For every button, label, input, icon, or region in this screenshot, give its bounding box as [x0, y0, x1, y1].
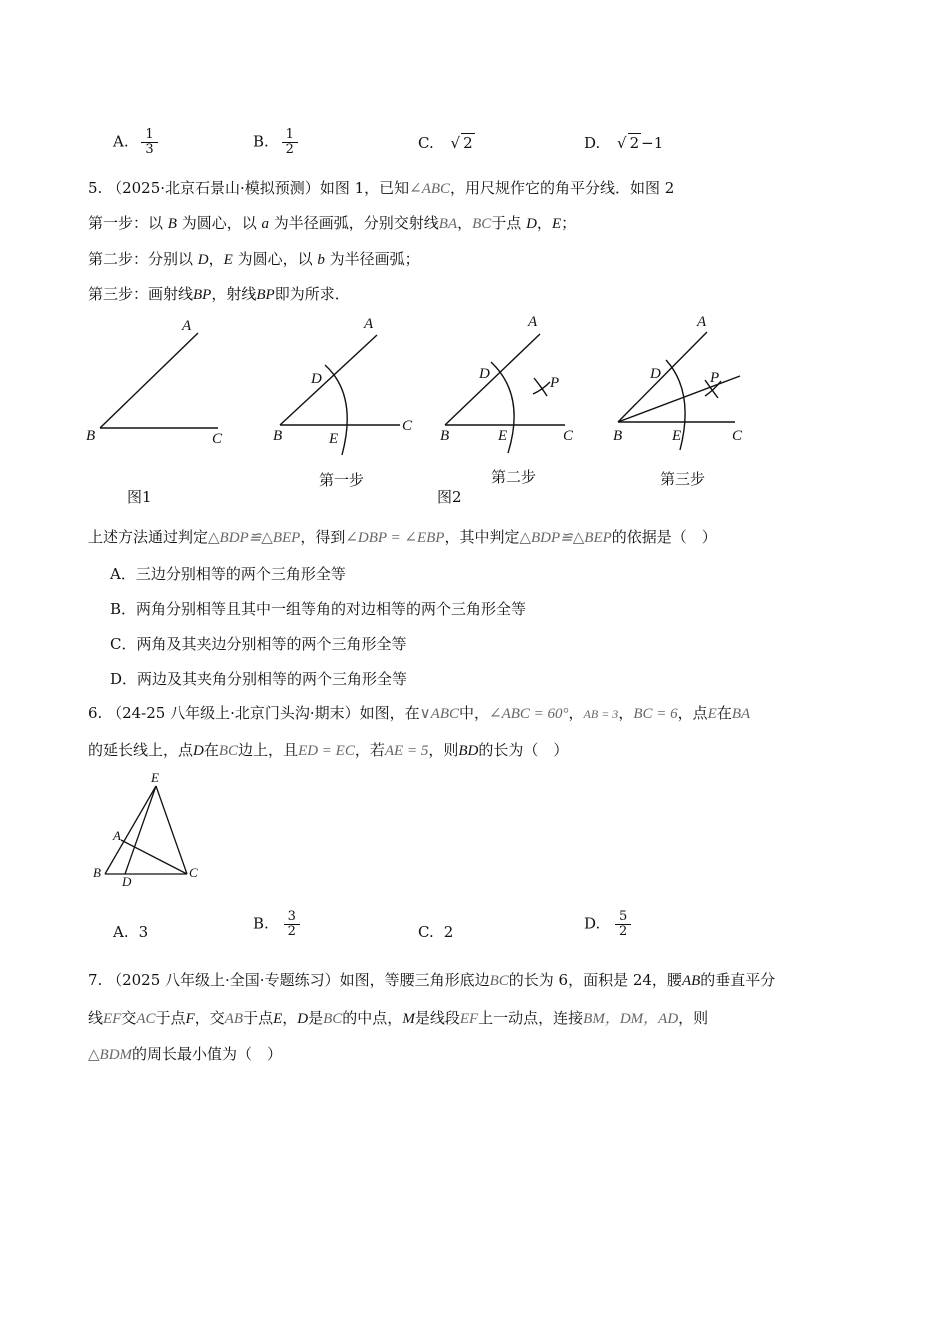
s1-label-c: C — [402, 418, 413, 434]
label-b: B — [93, 865, 101, 880]
q6-stem-line2: 的延长线上，点D在BC边上，且ED = EC，若AE = 5，则BD的长为（ ） — [88, 741, 569, 759]
q6-figure — [85, 768, 215, 893]
q6-stem: 6. （24-25 八年级上·北京门头沟·期末）如图，在∨ABC中，∠ABC = 60°，AB = 3，BC = 6，点E在BA — [88, 704, 751, 722]
s2-ray-ba — [445, 334, 540, 425]
label-c: C — [189, 865, 198, 880]
s3-label-e: E — [672, 428, 682, 444]
s3-ray-bp — [618, 376, 740, 422]
fig1-label-a: A — [182, 318, 192, 334]
q5-option-a[interactable]: A．三边分别相等的两个三角形全等 — [110, 565, 346, 583]
fig1-caption: 图1 — [127, 488, 152, 506]
step1-caption: 第一步 — [319, 471, 365, 489]
s1-label-b: B — [273, 428, 283, 444]
sqrt-sign: √ — [617, 134, 627, 152]
label-d: D — [122, 874, 132, 889]
q5-option-b[interactable]: B．两角分别相等且其中一组等角的对边相等的两个三角形全等 — [110, 600, 527, 618]
s2-label-b: B — [440, 428, 450, 444]
q5-step1: 第一步：以 B 为圆心，以 a 为半径画弧，分别交射线BA，BC于点 D，E； — [88, 214, 577, 232]
label-a: A — [113, 828, 121, 843]
q6-option-b[interactable]: B. $\frac{3}{2}$ — [253, 910, 298, 939]
s1-ray-ba — [280, 335, 377, 425]
q5-question: 上述方法通过判定△BDP≌△BEP，得到∠DBP = ∠EBP，其中判定△BDP≌△BEP的依据是（ ） — [88, 528, 717, 546]
q7-stem-line3: △BDM的周长最小值为（ ） — [88, 1045, 283, 1063]
s2-label-c: C — [563, 428, 574, 444]
q5-option-c[interactable]: C．两角及其夹边分别相等的两个三角形全等 — [110, 635, 407, 653]
q5-figures — [80, 310, 760, 510]
step3-caption: 第三步 — [660, 470, 706, 488]
s2-label-d: D — [479, 366, 490, 382]
q4-option-b[interactable]: B. $\frac{1}{2}$ — [253, 128, 296, 157]
fraction: $\frac{1}{3}$ — [143, 128, 155, 157]
segment-ed — [125, 786, 156, 874]
label-e: E — [151, 770, 159, 785]
q6-option-a[interactable]: A. 3 — [113, 923, 149, 941]
s3-ray-ba — [618, 332, 707, 422]
s1-label-e: E — [329, 431, 339, 447]
fraction: $\frac{5}{2}$ — [617, 910, 629, 939]
s2-label-p: P — [550, 375, 560, 391]
s3-label-a: A — [697, 314, 707, 330]
fig1-ray-ba — [100, 333, 198, 428]
s3-label-c: C — [732, 428, 743, 444]
q6-option-c[interactable]: C. 2 — [418, 923, 454, 941]
q5-stem: 5. （2025·北京石景山·模拟预测）如图 1，已知∠ABC，用尺规作它的角平分线．如图 2 — [88, 179, 675, 197]
q7-stem-line2: 线EF交AC于点F，交AB于点E，D是BC的中点，M是线段EF上一动点，连接BM，DM，AD，则 — [88, 1009, 709, 1027]
fig1-label-b: B — [86, 428, 96, 444]
s2-label-e: E — [498, 428, 508, 444]
q4-option-d[interactable]: D. √ 2 −1 — [584, 134, 664, 152]
s1-label-a: A — [364, 316, 374, 332]
step2-caption: 第二步 — [491, 468, 537, 486]
q5-step2: 第二步：分别以 D，E 为圆心，以 b 为半径画弧； — [88, 250, 420, 268]
q7-stem: 7. （2025 八年级上·全国·专题练习）如图，等腰三角形底边BC的长为 6，面积是 24，腰AB的垂直平分 — [88, 971, 776, 989]
q5-step3: 第三步：画射线BP，射线BP即为所求． — [88, 285, 350, 303]
s3-label-d: D — [650, 366, 661, 382]
fraction: $\frac{1}{2}$ — [284, 128, 296, 157]
fraction: $\frac{3}{2}$ — [286, 910, 298, 939]
q6-option-d[interactable]: D. $\frac{5}{2}$ — [584, 910, 629, 939]
fig2-caption: 图2 — [437, 488, 462, 506]
q4-option-a[interactable]: A. $\frac{1}{3}$ — [113, 128, 156, 157]
q5-option-d[interactable]: D．两边及其夹角分别相等的两个三角形全等 — [110, 670, 408, 688]
s3-label-p: P — [710, 370, 720, 386]
sqrt-sign: √ — [450, 134, 461, 152]
s3-label-b: B — [613, 428, 623, 444]
s1-label-d: D — [311, 371, 322, 387]
q4-option-c[interactable]: C. √ 2 — [418, 134, 473, 152]
s2-label-a: A — [528, 314, 538, 330]
fig1-label-c: C — [212, 431, 223, 447]
